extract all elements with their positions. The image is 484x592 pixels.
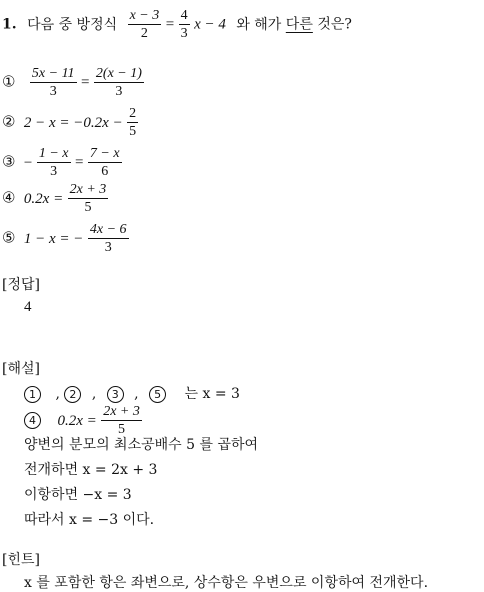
question-text-mid: 와 해가 [236,16,282,33]
option-5[interactable] [2,222,129,255]
option-4-expression: 0.2x = [23,190,64,207]
option-1-frac-a-num: 5x − 11 [31,66,75,81]
question-equals: = [165,16,175,33]
option-3-frac-b-den: 6 [101,164,109,179]
option-2-marker: ② [2,112,16,131]
solution-circled-4: 4 [24,412,41,429]
option-3-frac-a-den: 3 [50,164,58,179]
option-5-frac [88,222,129,255]
option-2-frac [127,106,138,139]
solution-circled-3: 3 [107,386,124,403]
option-2-frac-den: 5 [129,124,137,139]
solution-line-5: 이항하면 −x = 3 [24,487,132,503]
solution-line-3: 양변의 분모의 최소공배수 5 를 곱하여 [24,437,259,453]
solution-line-6: 따라서 x = −3 이다. [24,512,155,528]
question-number: 1. [2,16,17,33]
option-3-minus: − [23,154,33,171]
option-4-frac [68,182,109,215]
option-3-frac-a-num: 1 − x [38,146,69,161]
question-underlined-word: 다른 [285,16,313,33]
question-frac-right-num: 4 [180,8,188,23]
question-frac-left-den: 2 [140,26,148,41]
option-3-frac-a [37,146,71,179]
hint-label: [힌트] [2,552,40,568]
question-fraction-left [128,8,162,41]
option-4-frac-num: 2x + 3 [69,182,107,197]
solution-line-2-frac-num: 2x + 3 [103,404,140,419]
solution-sep-2: , [91,386,97,402]
option-1-frac-a-den: 3 [49,84,57,99]
solution-line-2-expression: 0.2x = [57,412,97,429]
solution-line-1 [24,383,240,403]
option-2-expression: 2 − x = −0.2x − [23,114,123,131]
option-2-frac-num: 2 [129,106,137,121]
option-3-marker: ③ [2,152,16,171]
option-1-frac-b-den: 3 [115,84,123,99]
answer-label: [정답] [2,277,40,293]
option-3-equals: = [74,154,84,171]
question-frac-right-den: 3 [180,26,188,41]
option-2[interactable] [2,106,138,139]
option-1[interactable] [2,66,144,99]
option-5-frac-den: 3 [104,240,112,255]
option-4-frac-den: 5 [84,200,92,215]
question-fraction-right [179,8,190,41]
question [2,8,352,41]
solution-line-2 [24,404,142,437]
option-3[interactable] [2,146,122,179]
option-1-marker: ① [2,72,16,91]
solution-sep-3: , [134,386,139,402]
option-5-marker: ⑤ [2,228,16,247]
solution-line-1-text: 는 x = 3 [184,386,240,402]
solution-line-2-frac [101,404,142,437]
option-1-frac-a [30,66,77,99]
solution-line-2-frac-den: 5 [118,422,126,437]
solution-circled-2: 2 [64,386,81,403]
option-1-frac-b-num: 2(x − 1) [95,66,142,81]
solution-circled-1: 1 [24,386,41,403]
question-text-before: 다음 중 방정식 [27,16,118,33]
option-4[interactable] [2,182,108,215]
option-5-frac-num: 4x − 6 [89,222,127,237]
answer-value: 4 [24,299,32,315]
question-frac-left-num: x − 3 [129,8,160,23]
solution-line-4: 전개하면 x = 2x + 3 [24,462,158,478]
solution-circled-5: 5 [149,386,166,403]
option-5-expression: 1 − x = − [23,230,84,247]
option-1-frac-b [94,66,144,99]
option-4-marker: ④ [2,188,16,207]
question-eq-rest: x − 4 [194,16,226,33]
hint-text: x 를 포함한 항은 좌변으로, 상수항은 우변으로 이항하여 전개한다. [24,575,429,591]
option-1-equals: = [80,74,90,91]
question-text-after: 것은? [317,16,352,33]
option-3-frac-b-num: 7 − x [89,146,120,161]
option-3-frac-b [88,146,122,179]
solution-label: [해설] [2,361,40,377]
solution-sep-1: , [55,386,60,402]
